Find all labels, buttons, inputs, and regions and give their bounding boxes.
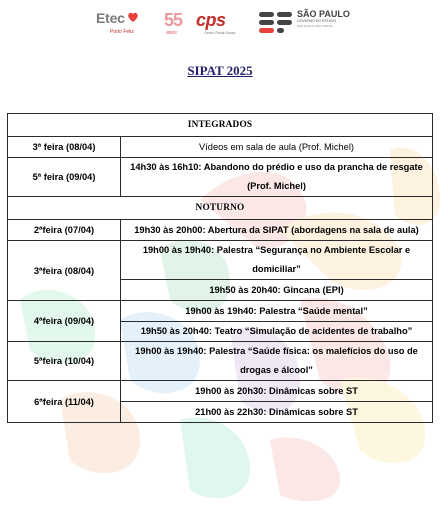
activity-cell: 19h00 às 19h40: Palestra “Segurança no Ambiente Escolar e domiciliar” xyxy=(121,241,433,280)
cps-logo-subtitle: Centro Paula Souza xyxy=(204,31,236,35)
sp-logo-text: SÃO PAULO xyxy=(297,9,350,19)
sp-logo-line3: SÃO PAULO SÃO TODOS xyxy=(297,24,333,28)
section-header-row xyxy=(8,197,433,220)
activity-cell: 19h50 às 20h40: Teatro “Simulação de acidentes de trabalho” xyxy=(121,322,433,342)
day-cell: 5ª feira (09/04) xyxy=(8,158,121,197)
day-cell: 6ªfeira (11/04) xyxy=(8,381,121,423)
activity-cell: Vídeos em sala de aula (Prof. Michel) xyxy=(121,137,433,158)
cps-logo-text: cps xyxy=(196,10,226,30)
table-row xyxy=(8,241,433,280)
activity-cell: 21h00 às 22h30: Dinâmicas sobre ST xyxy=(121,402,433,423)
table-row xyxy=(8,137,433,158)
activity-cell: 14h30 às 16h10: Abandono do prédio e uso da prancha de resgate (Prof. Michel) xyxy=(121,158,433,197)
anniversary-subtitle: anos xyxy=(166,30,177,36)
day-cell: 3ªfeira (08/04) xyxy=(8,241,121,301)
table-row xyxy=(8,301,433,322)
table-row xyxy=(8,342,433,381)
section-label-integrados: INTEGRADOS xyxy=(8,114,433,137)
etec-logo-text: Etec xyxy=(96,10,125,26)
cps-logo xyxy=(196,10,236,35)
etec-logo xyxy=(96,10,140,35)
table-row xyxy=(8,158,433,197)
table-row xyxy=(8,381,433,402)
page-title: SIPAT 2025 xyxy=(187,63,253,78)
day-cell: 3ª feira (08/04) xyxy=(8,137,121,158)
section-label-noturno: NOTURNO xyxy=(8,197,433,220)
sao-paulo-logo xyxy=(258,10,350,36)
schedule-table xyxy=(7,113,433,423)
table-row xyxy=(8,220,433,241)
section-header-row xyxy=(8,114,433,137)
anniversary-number: 55 xyxy=(164,10,183,30)
etec-logo-subtitle: Porto Feliz xyxy=(110,29,134,35)
hand-heart-icon xyxy=(126,10,140,24)
activity-cell: 19h00 às 19h40: Palestra “Saúde física: os malefícios do uso de drogas e álcool” xyxy=(121,342,433,381)
activity-cell: 19h00 às 20h30: Dinâmicas sobre ST xyxy=(121,381,433,402)
anniversary-logo xyxy=(164,10,183,36)
sp-logo-line2: GOVERNO DO ESTADO xyxy=(297,19,337,23)
activity-cell: 19h00 às 19h40: Palestra “Saúde mental” xyxy=(121,301,433,322)
sp-logo-mark-icon xyxy=(258,10,294,36)
day-cell: 2ªfeira (07/04) xyxy=(8,220,121,241)
day-cell: 5ªfeira (10/04) xyxy=(8,342,121,381)
activity-cell: 19h30 às 20h00: Abertura da SIPAT (abordagens na sala de aula) xyxy=(121,220,433,241)
header-logos xyxy=(0,8,440,48)
activity-cell: 19h50 às 20h40: Gincana (EPI) xyxy=(121,280,433,301)
day-cell: 4ªfeira (09/04) xyxy=(8,301,121,342)
